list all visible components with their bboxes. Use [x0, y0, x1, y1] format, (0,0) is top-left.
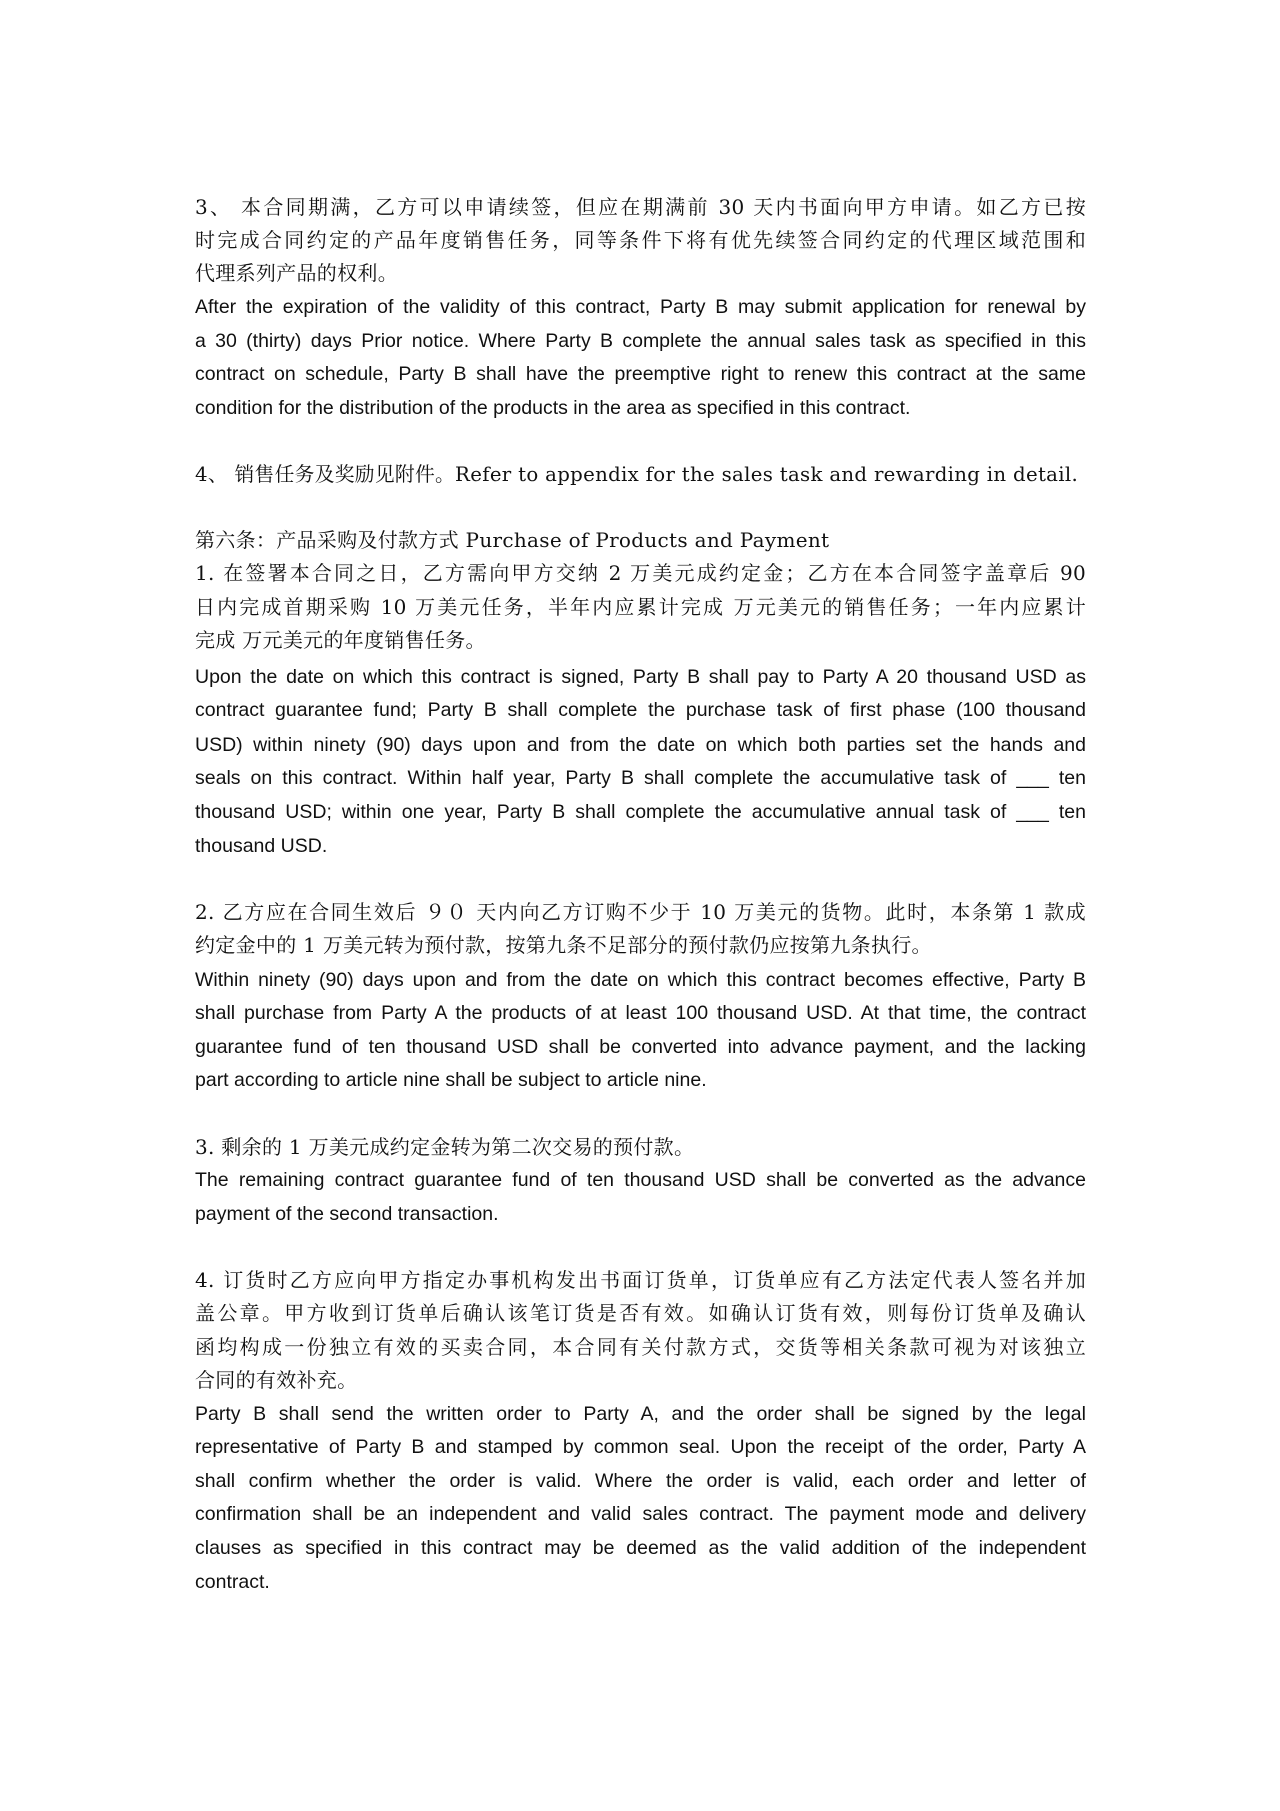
clause-sales-task: 4、 销售任务及奖励见附件。Refer to appendix for the sales task and rewarding in detail. [195, 463, 1079, 486]
clause-first-order-en-line: part according to article nine shall be subject to article nine. [195, 1069, 707, 1091]
clause-guarantee-fund-en-line: thousand USD. [195, 835, 328, 857]
clause-order-procedure-zh-line: 函均构成一份独立有效的买卖合同，本合同有关付款方式，交货等相关条款可视为对该独立 [195, 1335, 1086, 1359]
clause-order-procedure-en-line: clauses as specified in this contract may be deemed as the valid addition of the independent [195, 1537, 1086, 1559]
clause-guarantee-fund-en-line: Upon the date on which this contract is signed, Party B shall pay to Party A 20 thousand USD as [195, 666, 1086, 688]
clause-renewal-en-line: contract on schedule, Party B shall have the preemptive right to renew this contract at the same [195, 363, 1086, 385]
clause-first-order-zh-line: 2. 乙方应在合同生效后 ９０ 天内向乙方订购不少于 10 万美元的货物。此时，本条第 1 款成 [195, 900, 1086, 924]
clause-order-procedure-zh-line: 4. 订货时乙方应向甲方指定办事机构发出书面订货单，订货单应有乙方法定代表人签名并加 [195, 1268, 1086, 1292]
clause-guarantee-fund-en-line: seals on this contract. Within half year, Party B shall complete the accumulative task of ___ ten [195, 767, 1086, 789]
clause-guarantee-fund-en-line: USD) within ninety (90) days upon and from the date on which both parties set the hands and [195, 734, 1086, 756]
clause-order-procedure-en-line: representative of Party B and stamped by common seal. Upon the receipt of the order, Party A [195, 1436, 1086, 1458]
clause-renewal-en-line: After the expiration of the validity of this contract, Party B may submit application for renewal by [195, 296, 1086, 318]
clause-order-procedure-zh-line: 合同的有效补充。 [195, 1368, 358, 1392]
clause-guarantee-fund-zh-line: 日内完成首期采购 10 万美元任务，半年内应累计完成 万元美元的销售任务；一年内应累计 [195, 595, 1086, 619]
clause-guarantee-fund-zh-line: 完成 万元美元的年度销售任务。 [195, 628, 486, 652]
clause-first-order-en-line: Within ninety (90) days upon and from the date on which this contract becomes effective, Party B [195, 969, 1086, 991]
clause-first-order-en-line: shall purchase from Party A the products of at least 100 thousand USD. At that time, the contract [195, 1002, 1086, 1024]
clause-guarantee-fund-en-line: contract guarantee fund; Party B shall complete the purchase task of first phase (100 thousand [195, 699, 1086, 721]
clause-order-procedure-en-line: contract. [195, 1571, 270, 1593]
clause-order-procedure-en-line: shall confirm whether the order is valid. Where the order is valid, each order and letter of [195, 1470, 1086, 1492]
clause-order-procedure-zh-line: 盖公章。甲方收到订货单后确认该笔订货是否有效。如确认订货有效，则每份订货单及确认 [195, 1301, 1086, 1325]
clause-first-order-zh-line: 约定金中的 1 万美元转为预付款，按第九条不足部分的预付款仍应按第九条执行。 [195, 933, 932, 957]
clause-renewal-zh-line: 3、 本合同期满，乙方可以申请续签，但应在期满前 30 天内书面向甲方申请。如乙方已按 [195, 195, 1086, 219]
clause-order-procedure-en-line: Party B shall send the written order to Party A, and the order shall be signed by the legal [195, 1403, 1086, 1425]
clause-first-order-en-line: guarantee fund of ten thousand USD shall be converted into advance payment, and the lacking [195, 1036, 1086, 1058]
clause-remaining-fund-zh-line: 3. 剩余的 1 万美元成约定金转为第二次交易的预付款。 [195, 1135, 695, 1159]
clause-renewal-zh-line: 代理系列产品的权利。 [195, 261, 398, 285]
clause-remaining-fund-en-line: The remaining contract guarantee fund of ten thousand USD shall be converted as the advance [195, 1169, 1086, 1191]
clause-order-procedure-en-line: confirmation shall be an independent and valid sales contract. The payment mode and delivery [195, 1503, 1086, 1525]
clause-renewal-zh-line: 时完成合同约定的产品年度销售任务，同等条件下将有优先续签合同约定的代理区域范围和 [195, 228, 1086, 252]
clause-guarantee-fund-en-line: thousand USD; within one year, Party B shall complete the accumulative annual task of ___ ten [195, 801, 1086, 823]
clause-remaining-fund-en-line: payment of the second transaction. [195, 1203, 499, 1225]
clause-renewal-en-line: a 30 (thirty) days Prior notice. Where Party B complete the annual sales task as specified in this [195, 330, 1086, 352]
clause-guarantee-fund-zh-line: 1. 在签署本合同之日，乙方需向甲方交纳 2 万美元成约定金；乙方在本合同签字盖章后 90 [195, 561, 1086, 585]
article-six-heading: 第六条：产品采购及付款方式 Purchase of Products and Payment [195, 528, 830, 552]
clause-renewal-en-line: condition for the distribution of the products in the area as specified in this contract. [195, 397, 911, 419]
